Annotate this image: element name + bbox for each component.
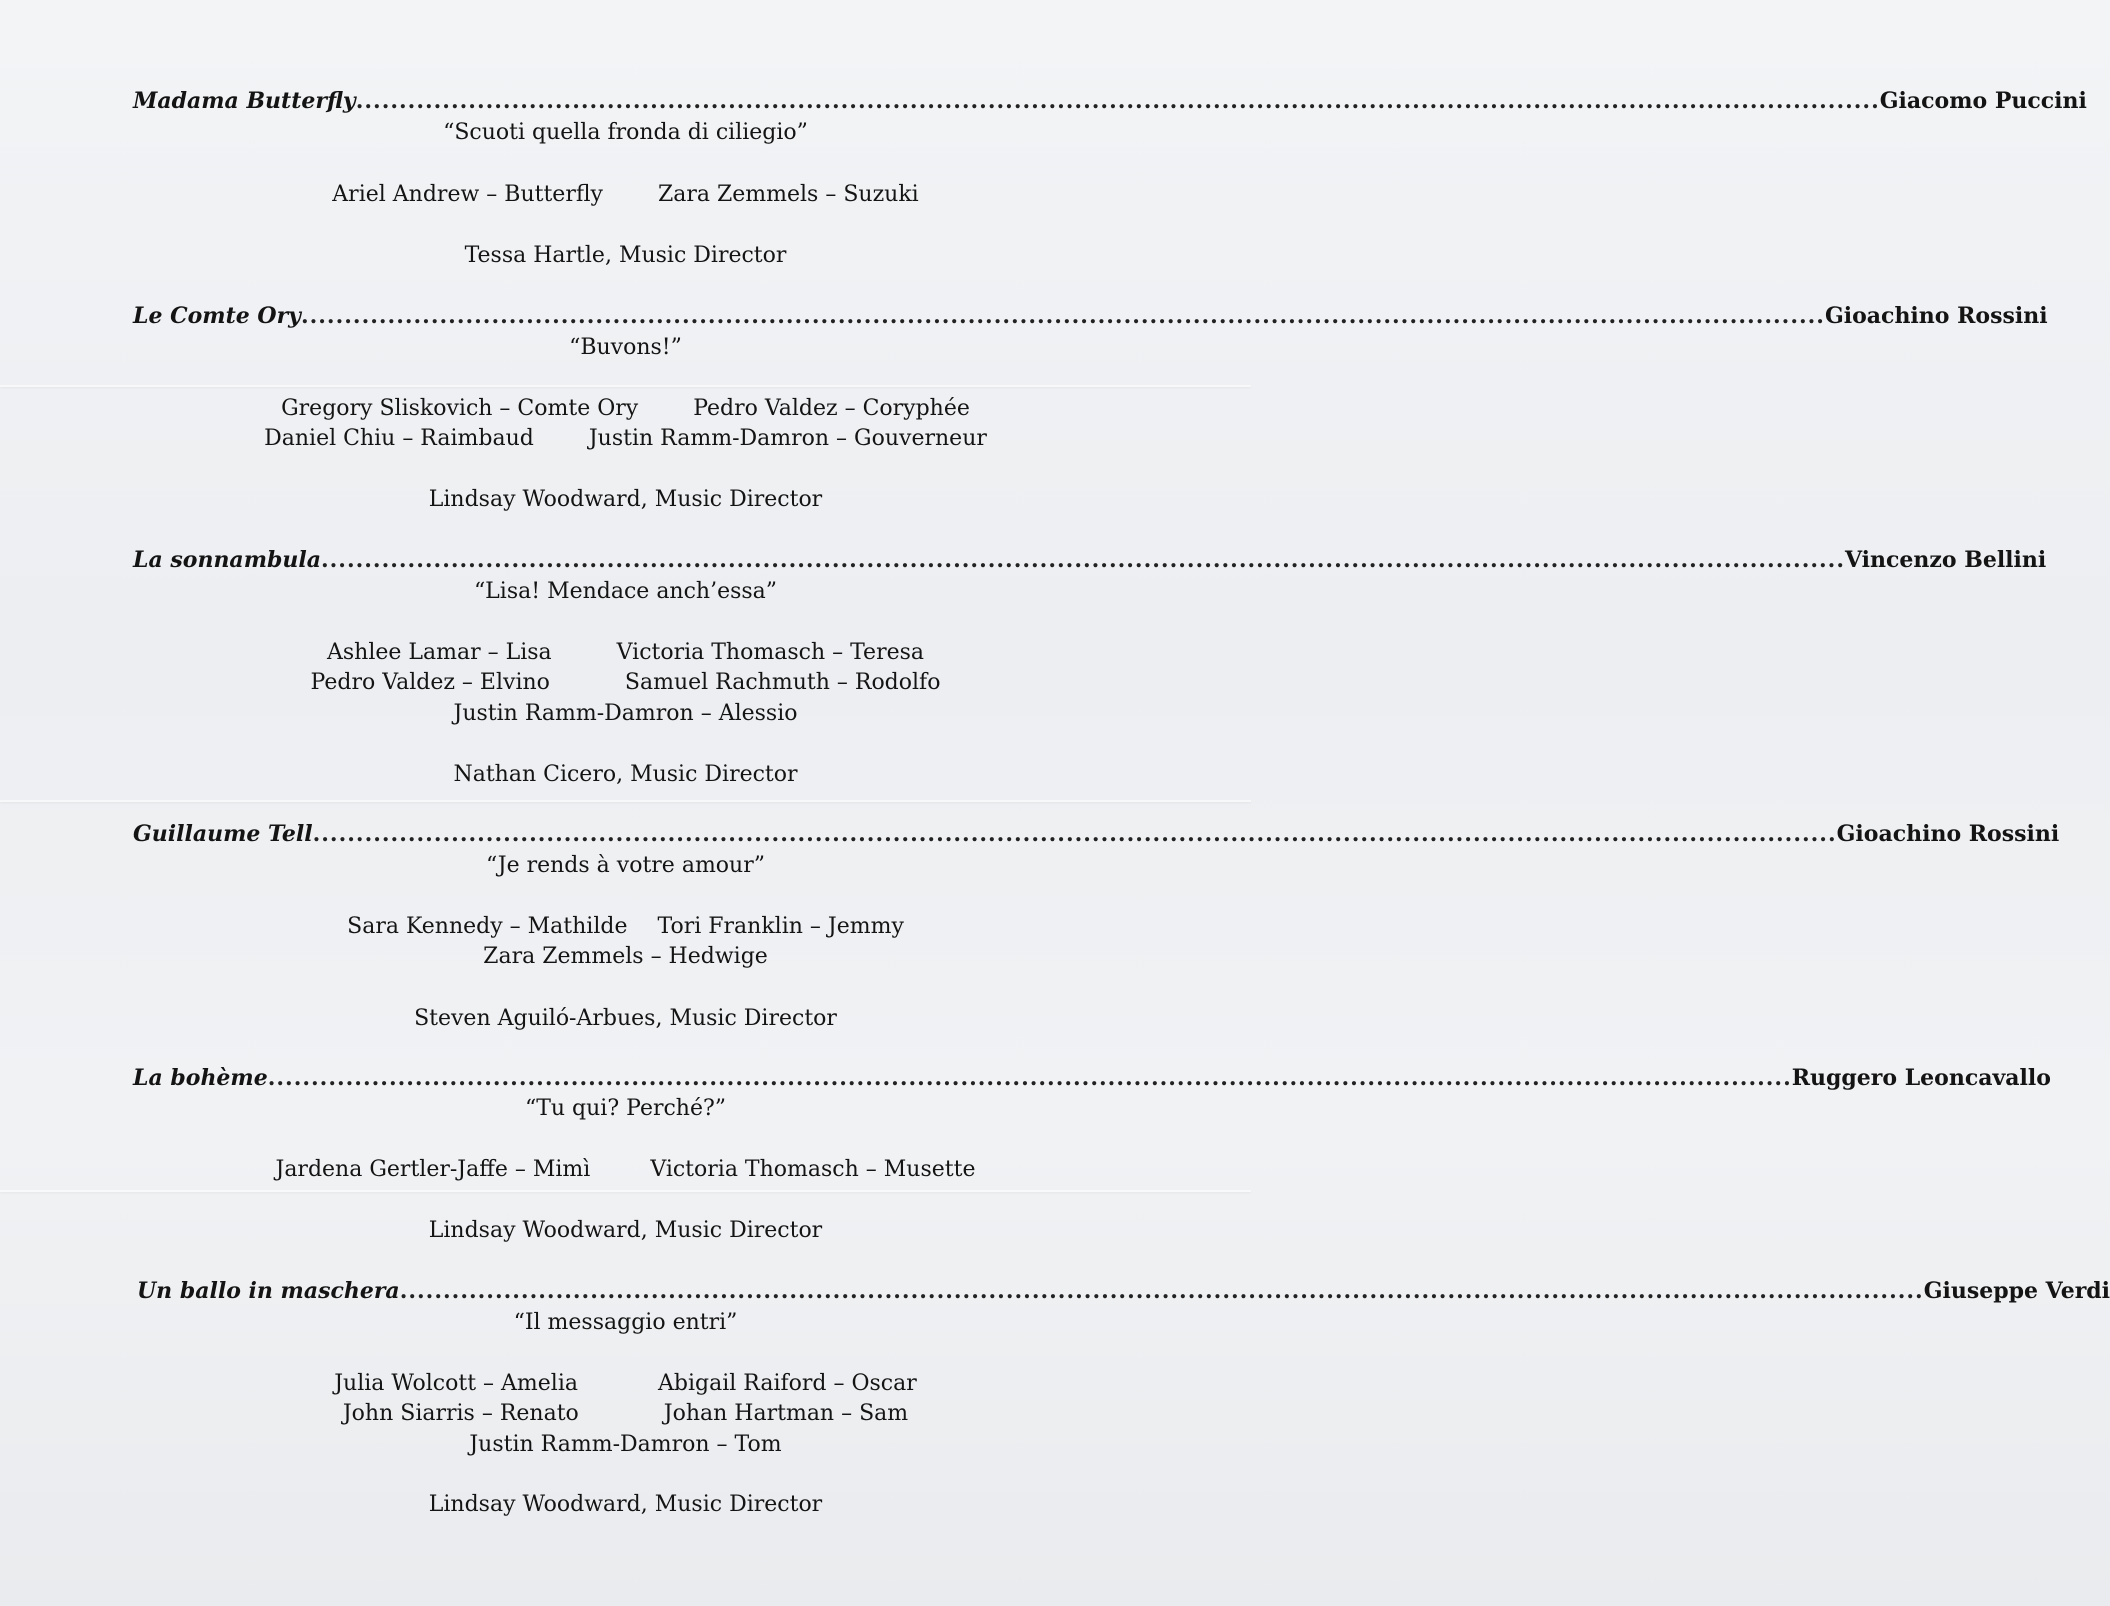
aria-title: “Buvons!”	[569, 335, 682, 360]
cast-member: Victoria Thomasch – Musette	[650, 1157, 976, 1182]
cast-member: Zara Zemmels – Suzuki	[657, 182, 919, 207]
cast-member: John Siarris – Renato	[342, 1401, 579, 1426]
dot-leader: ................................................................................................................................................................................	[267, 1065, 1792, 1091]
composer-name: Gioachino Rossini	[1824, 303, 2048, 329]
aria-title: “Il messaggio entri”	[513, 1310, 738, 1335]
composer-name: Ruggero Leoncavallo	[1791, 1065, 2051, 1091]
music-director: Lindsay Woodward, Music Director	[428, 1218, 823, 1243]
cast-row	[0, 1401, 1251, 1426]
cast-member: Gregory Sliskovich – Comte Ory	[281, 396, 639, 421]
cast-member: Justin Ramm-Damron – Tom	[469, 1432, 782, 1457]
dot-leader: ................................................................................................................................................................................	[399, 1278, 1924, 1304]
cast-row	[0, 670, 1251, 695]
cast-member: Abigail Raiford – Oscar	[658, 1371, 917, 1396]
cast-member: Samuel Rachmuth – Rodolfo	[624, 670, 941, 695]
composer-name: Vincenzo Bellini	[1844, 547, 2047, 573]
composer-name: Giuseppe Verdi	[1923, 1278, 2110, 1304]
music-director: Steven Aguiló-Arbues, Music Director	[414, 1006, 837, 1031]
paper-fold	[0, 385, 1251, 387]
section-heading	[133, 821, 2060, 851]
cast-member: Johan Hartman – Sam	[663, 1401, 909, 1426]
opera-title: La bohème	[133, 1065, 268, 1091]
dot-leader: ................................................................................................................................................................................	[355, 88, 1880, 114]
paper-fold	[0, 800, 1251, 802]
opera-title: Un ballo in maschera	[137, 1278, 400, 1304]
cast-member: Jardena Gertler-Jaffe – Mimì	[275, 1157, 591, 1182]
cast-member: Tori Franklin – Jemmy	[657, 914, 904, 939]
section-heading	[137, 1278, 2110, 1308]
cast-member: Pedro Valdez – Elvino	[310, 670, 550, 695]
cast-row	[0, 1157, 1251, 1182]
cast-member: Daniel Chiu – Raimbaud	[264, 426, 534, 451]
dot-leader: ................................................................................................................................................................................	[300, 303, 1825, 329]
composer-name: Gioachino Rossini	[1836, 821, 2060, 847]
cast-row	[0, 914, 1251, 939]
cast-row	[0, 396, 1251, 421]
opera-title: Le Comte Ory	[133, 303, 301, 329]
cast-row	[0, 640, 1251, 665]
cast-member: Ashlee Lamar – Lisa	[326, 640, 552, 665]
aria-title: “Je rends à votre amour”	[486, 853, 765, 878]
opera-title: Guillaume Tell	[133, 821, 313, 847]
dot-leader: ................................................................................................................................................................................	[312, 821, 1837, 847]
cast-row	[0, 1371, 1251, 1396]
aria-title: “Lisa! Mendace anch’essa”	[473, 579, 778, 604]
music-director: Lindsay Woodward, Music Director	[428, 1492, 823, 1517]
dot-leader: ................................................................................................................................................................................	[320, 547, 1845, 573]
cast-row	[0, 182, 1251, 207]
section-heading	[133, 547, 2047, 577]
cast-member: Sara Kennedy – Mathilde	[347, 914, 628, 939]
opera-title: La sonnambula	[133, 547, 321, 573]
cast-member: Victoria Thomasch – Teresa	[616, 640, 925, 665]
composer-name: Giacomo Puccini	[1879, 88, 2087, 114]
music-director: Lindsay Woodward, Music Director	[428, 487, 823, 512]
cast-member: Julia Wolcott – Amelia	[334, 1371, 578, 1396]
cast-row	[0, 426, 1251, 451]
paper-fold	[0, 1190, 1251, 1192]
music-director: Tessa Hartle, Music Director	[464, 243, 787, 268]
music-director: Nathan Cicero, Music Director	[453, 762, 798, 787]
section-heading	[133, 1065, 2051, 1095]
cast-member: Justin Ramm-Damron – Gouverneur	[588, 426, 987, 451]
opera-title: Madama Butterfly	[133, 88, 356, 114]
cast-member: Zara Zemmels – Hedwige	[483, 944, 768, 969]
cast-member: Ariel Andrew – Butterfly	[332, 182, 603, 207]
section-heading	[133, 303, 2048, 333]
cast-member: Pedro Valdez – Coryphée	[693, 396, 970, 421]
aria-title: “Tu qui? Perché?”	[524, 1096, 727, 1121]
section-heading	[133, 88, 2087, 118]
aria-title: “Scuoti quella fronda di ciliegio”	[443, 120, 808, 145]
cast-member: Justin Ramm-Damron – Alessio	[453, 701, 798, 726]
